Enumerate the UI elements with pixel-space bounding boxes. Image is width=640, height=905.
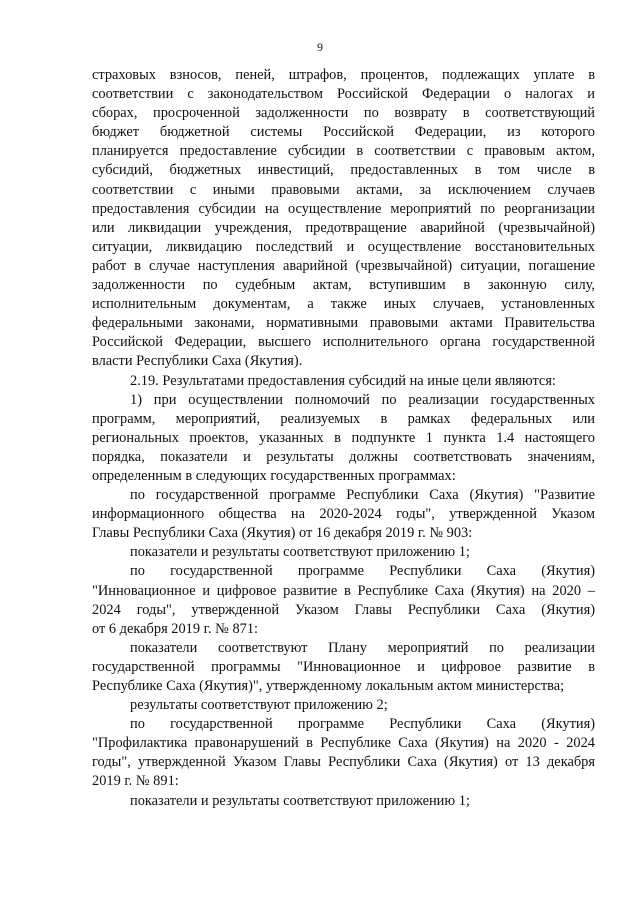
text-line: соответствии с законодательством Российской Федерации о налогах и: [92, 86, 595, 103]
text-line: по государственной программе Республики Саха (Якутия): [130, 563, 595, 580]
paragraph: [92, 372, 595, 391]
text-line: бюджет бюджетной системы Российской Федерации, из которого: [92, 124, 595, 141]
paragraph: [92, 792, 595, 811]
text-line: ситуации, ликвидацию последствий и осуществление восстановительных: [92, 238, 595, 255]
paragraph: [92, 543, 595, 562]
text-line: по государственной программе Республики Саха (Якутия) "Развитие: [130, 487, 595, 504]
text-line: порядка, показатели и результаты должны соответствовать значениям,: [92, 448, 595, 465]
text-line: программ, мероприятий, реализуемых в рамках федеральных или: [92, 410, 595, 427]
text-line: показатели соответствуют Плану мероприятий по реализации: [130, 639, 595, 656]
text-line: результаты соответствуют приложению 2;: [130, 697, 388, 714]
paragraph: [92, 639, 595, 696]
text-line: власти Республики Саха (Якутия).: [92, 353, 303, 370]
text-line: годы", утвержденной Указом Главы Республики Саха (Якутия) от 13 декабря: [92, 754, 595, 771]
text-line: планируется предоставление субсидии в соответствии с правовым актом,: [92, 143, 595, 160]
paragraph: [92, 391, 595, 486]
text-line: предоставления субсидии на осуществление мероприятий по реорганизации: [92, 200, 595, 217]
page-number: 9: [317, 40, 323, 54]
text-line: определенным в следующих государственных программах:: [92, 467, 456, 484]
text-line: региональных проектов, указанных в подпункте 1 пункта 1.4 настоящего: [92, 429, 595, 446]
text-line: 2019 г. № 891:: [92, 773, 179, 790]
text-line: от 6 декабря 2019 г. № 871:: [92, 620, 259, 637]
text-line: субсидий, бюджетных инвестиций, предоставленных в том числе в: [92, 162, 595, 179]
text-line: или ликвидации учреждения, предотвращение аварийной (чрезвычайной): [92, 219, 595, 236]
text-line: сборах, просроченной задолженности по возврату в соответствующий: [92, 105, 595, 122]
text-line: 1) при осуществлении полномочий по реализации государственных: [130, 391, 595, 408]
text-line: страховых взносов, пеней, штрафов, процентов, подлежащих уплате в: [92, 67, 595, 83]
text-line: "Профилактика правонарушений в Республике Саха (Якутия) на 2020 - 2024: [92, 735, 595, 752]
text-line: показатели и результаты соответствуют приложению 1;: [130, 544, 470, 561]
text-line: "Инновационное и цифровое развитие в Республике Саха (Якутия) на 2020 –: [92, 582, 595, 599]
paragraph: [92, 696, 595, 715]
text-line: Российской Федерации, высшего исполнительного органа государственной: [92, 334, 595, 351]
text-line: информационного общества на 2020-2024 годы", утвержденной Указом: [92, 506, 595, 523]
text-line: соответствии с иными правовыми актами, за исключением случаев: [92, 181, 595, 198]
paragraph: [92, 486, 595, 543]
paragraph: [92, 562, 595, 638]
text-line: задолженности по судебным актам, вступившим в законную силу,: [92, 277, 595, 294]
text-line: федеральными законами, нормативными правовыми актами Правительства: [92, 315, 595, 332]
paragraph: [92, 715, 595, 791]
text-line: исполнительным документам, а также иных случаев, установленных: [92, 296, 595, 313]
document-body: [92, 66, 595, 811]
text-line: работ в случае наступления аварийной (чрезвычайной) ситуации, погашение: [92, 257, 595, 274]
text-line: Главы Республики Саха (Якутия) от 16 декабря 2019 г. № 903:: [92, 525, 473, 542]
text-line: показатели и результаты соответствуют приложению 1;: [130, 792, 470, 809]
text-line: по государственной программе Республики Саха (Якутия): [130, 716, 595, 733]
text-line: Республике Саха (Якутия)", утвержденному локальным актом министерства;: [92, 678, 565, 694]
text-line: 2024 годы", утвержденной Указом Главы Республики Саха (Якутия): [92, 601, 595, 618]
paragraph: [92, 66, 595, 372]
text-line: государственной программы "Инновационное и цифровое развитие в: [92, 658, 595, 675]
text-line: 2.19. Результатами предоставления субсидий на иные цели являются:: [130, 372, 556, 389]
